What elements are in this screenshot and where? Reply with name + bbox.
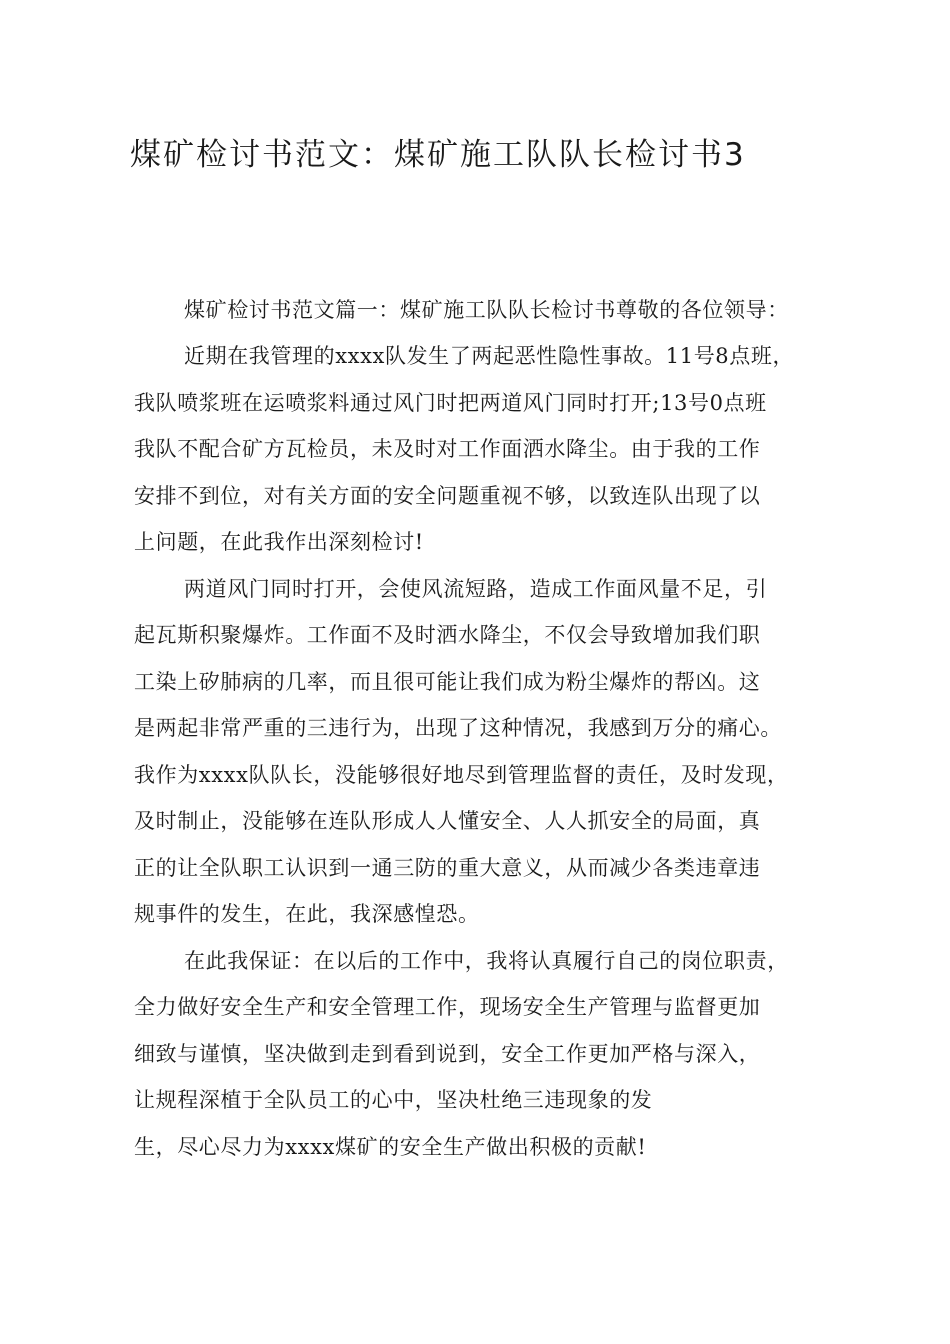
paragraph-line: 煤矿检讨书范文篇一：煤矿施工队队长检讨书尊敬的各位领导：: [184, 298, 789, 322]
paragraph-line: 安排不到位，对有关方面的安全问题重视不够，以致连队出现了以: [134, 484, 761, 508]
paragraph-line: 近期在我管理的xxxx队发生了两起恶性隐性事故。11号8点班，: [184, 344, 795, 368]
paragraph-line: 起瓦斯积聚爆炸。工作面不及时洒水降尘，不仅会导致增加我们职: [134, 623, 761, 647]
paragraph-line: 规事件的发生，在此，我深感惶恐。: [134, 902, 480, 926]
paragraph-line: 我队喷浆班在运喷浆料通过风门时把两道风门同时打开;13号0点班: [134, 391, 767, 415]
paragraph-line: 我作为xxxx队队长，没能够很好地尽到管理监督的责任，及时发现，: [134, 763, 789, 787]
paragraph-line: 生，尽心尽力为xxxx煤矿的安全生产做出积极的贡献!: [134, 1135, 647, 1159]
paragraph-line: 让规程深植于全队员工的心中，坚决杜绝三违现象的发: [134, 1088, 653, 1112]
paragraph-line: 及时制止，没能够在连队形成人人懂安全、人人抓安全的局面，真: [134, 809, 761, 833]
paragraph-line: 两道风门同时打开，会使风流短路，造成工作面风量不足，引: [184, 577, 768, 601]
paragraph-line: 上问题，在此我作出深刻检讨!: [134, 530, 424, 554]
paragraph-line: 细致与谨慎，坚决做到走到看到说到，安全工作更加严格与深入，: [134, 1042, 761, 1066]
document-title: 煤矿检讨书范文：煤矿施工队队长检讨书3: [130, 137, 746, 173]
paragraph-line: 全力做好安全生产和安全管理工作，现场安全生产管理与监督更加: [134, 995, 761, 1019]
paragraph-line: 在此我保证：在以后的工作中，我将认真履行自己的岗位职责，: [184, 949, 789, 973]
paragraph-line: 正的让全队职工认识到一通三防的重大意义，从而减少各类违章违: [134, 856, 761, 880]
paragraph-line: 是两起非常严重的三违行为，出现了这种情况，我感到万分的痛心。: [134, 716, 782, 740]
paragraph-line: 工染上矽肺病的几率，而且很可能让我们成为粉尘爆炸的帮凶。这: [134, 670, 761, 694]
paragraph-line: 我队不配合矿方瓦检员，未及时对工作面洒水降尘。由于我的工作: [134, 437, 761, 461]
